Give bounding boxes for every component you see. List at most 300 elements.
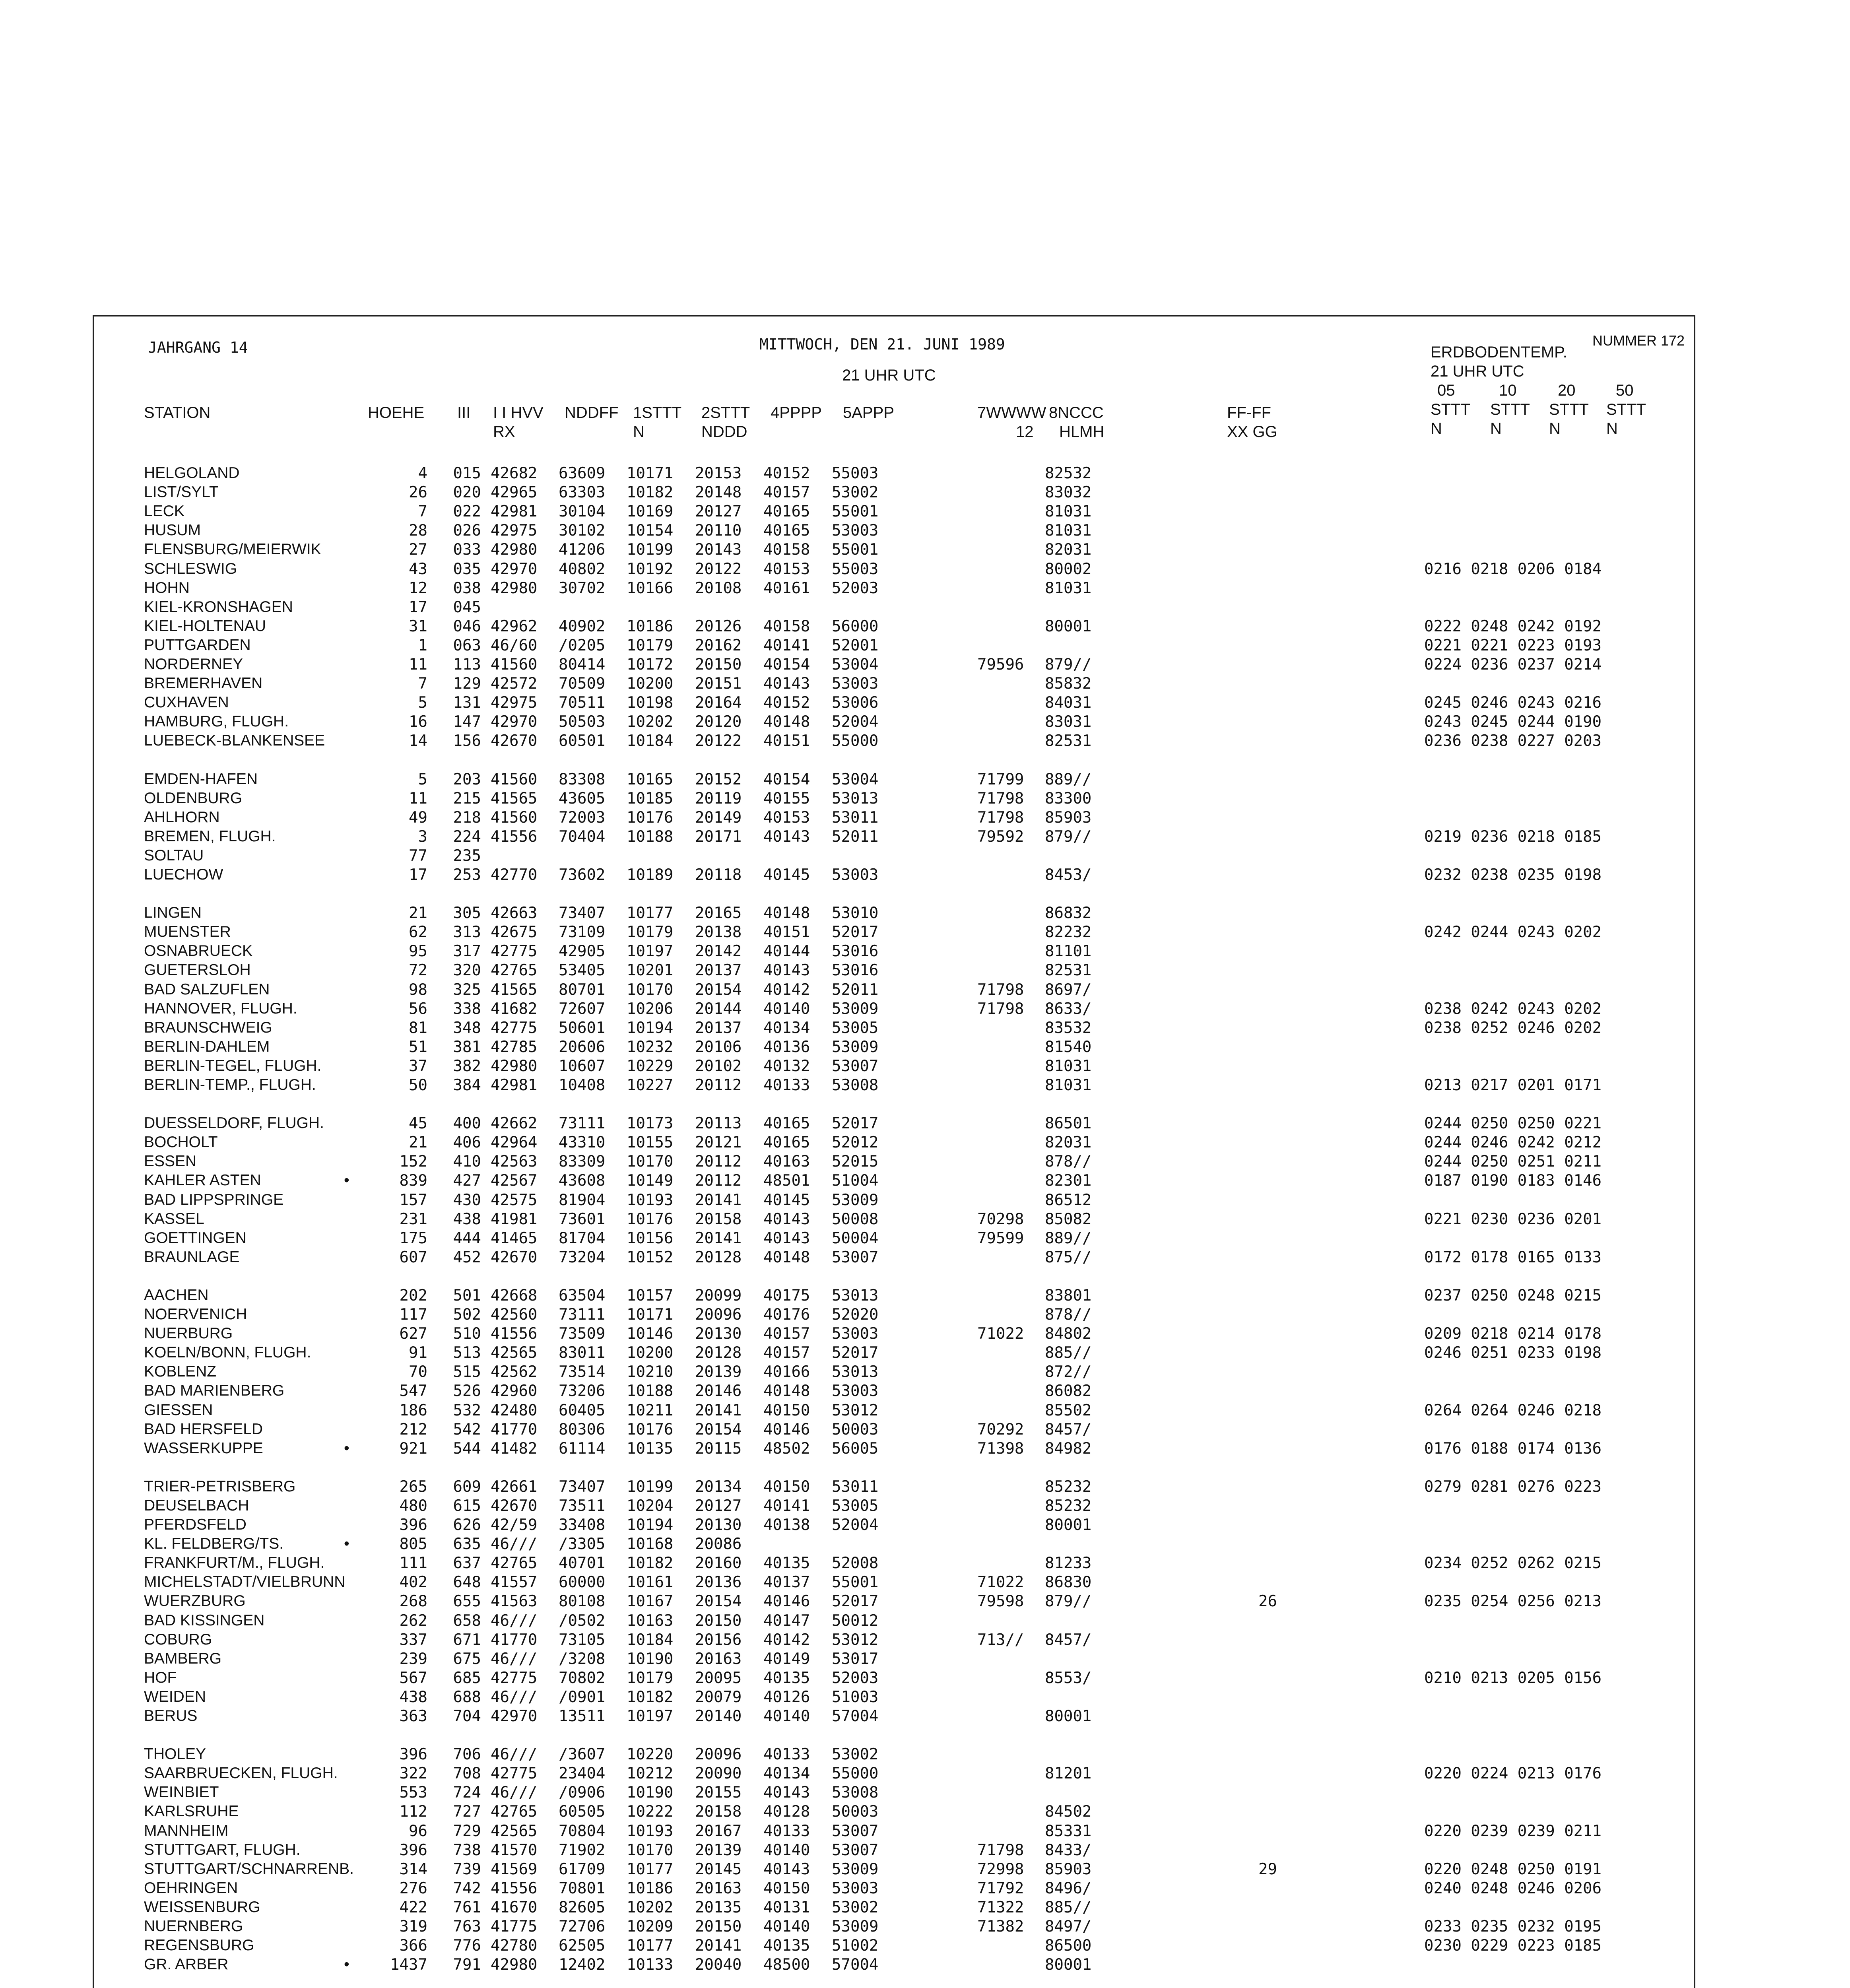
cell-h: 62	[409, 923, 427, 941]
cell-t: 0236 0238 0227 0203	[1424, 732, 1602, 750]
cell-e: 40131	[763, 1899, 810, 1916]
cell-f: 56000	[832, 617, 879, 635]
cell-f: 55000	[832, 1765, 879, 1782]
cell-c: 10193	[627, 1191, 674, 1209]
cell-h: 77	[409, 847, 427, 865]
cell-c: 10197	[627, 1707, 674, 1725]
cell-b2: 40802	[559, 560, 606, 578]
cell-e: 40158	[763, 617, 810, 635]
cell-d: 20115	[695, 1440, 742, 1458]
cell-x: 81101	[1045, 942, 1092, 960]
cell-t: 0221 0230 0236 0201	[1424, 1210, 1602, 1228]
station-name: NUERBURG	[144, 1325, 233, 1342]
cell-w: 71022	[977, 1573, 1024, 1591]
cell-x: 86832	[1045, 904, 1092, 922]
cell-x: 8553/	[1045, 1669, 1092, 1687]
cell-h: 7	[418, 675, 427, 693]
station-name: CUXHAVEN	[144, 694, 229, 711]
cell-h: 314	[399, 1860, 427, 1878]
station-name: DUESSELDORF, FLUGH.	[144, 1114, 324, 1132]
col-1sttt: 1STTT	[633, 404, 682, 421]
cell-i: 438	[453, 1210, 481, 1228]
cell-c: 10173	[627, 1114, 674, 1132]
cell-f: 51002	[832, 1937, 879, 1955]
cell-t: 0187 0190 0183 0146	[1424, 1172, 1602, 1190]
cell-c: 10163	[627, 1612, 674, 1630]
station-name: WEISSENBURG	[144, 1899, 260, 1916]
cell-d: 20122	[695, 732, 742, 750]
cell-x: 85232	[1045, 1497, 1092, 1515]
cell-h: 111	[399, 1554, 427, 1572]
cell-h: 70	[409, 1363, 427, 1381]
cell-c: 10194	[627, 1516, 674, 1534]
cell-t: 0244 0250 0251 0211	[1424, 1153, 1602, 1171]
station-name: LUEBECK-BLANKENSEE	[144, 732, 325, 749]
cell-e: 40126	[763, 1688, 810, 1706]
cell-e: 40155	[763, 790, 810, 808]
cell-b2: 53405	[559, 961, 606, 979]
cell-c: 10182	[627, 1554, 674, 1572]
cell-c: 10171	[627, 1306, 674, 1324]
cell-t: 0210 0213 0205 0156	[1424, 1669, 1602, 1687]
cell-b2: /0502	[559, 1612, 606, 1630]
cell-e: 40136	[763, 1038, 810, 1056]
cell-b2: 13511	[559, 1707, 606, 1725]
station-name: BRAUNSCHWEIG	[144, 1019, 272, 1036]
cell-e: 40150	[763, 1478, 810, 1496]
cell-h: 56	[409, 1000, 427, 1018]
cell-d: 20158	[695, 1803, 742, 1821]
cell-h: 45	[409, 1114, 427, 1132]
cell-a: 42563	[491, 1153, 538, 1171]
cell-d: 20140	[695, 1707, 742, 1725]
cell-x: 81031	[1045, 1057, 1092, 1075]
cell-x: 82531	[1045, 732, 1092, 750]
cell-i: 513	[453, 1344, 481, 1362]
cell-d: 20154	[695, 981, 742, 999]
cell-c: 10199	[627, 1478, 674, 1496]
cell-t: 0279 0281 0276 0223	[1424, 1478, 1602, 1496]
cell-a: 41557	[491, 1573, 538, 1591]
cell-i: 738	[453, 1841, 481, 1859]
station-name: GR. ARBER	[144, 1956, 229, 1973]
cell-h: 480	[399, 1497, 427, 1515]
cell-ff: 29	[1258, 1860, 1277, 1878]
cell-f: 53002	[832, 1899, 879, 1916]
col-1sttt-sub: N	[633, 423, 644, 441]
cell-f: 52017	[832, 923, 879, 941]
station-name: FRANKFURT/M., FLUGH.	[144, 1554, 325, 1571]
cell-x: 85832	[1045, 675, 1092, 693]
cell-i: 035	[453, 560, 481, 578]
time-label: 21 UHR UTC	[842, 367, 936, 384]
cell-i: 444	[453, 1229, 481, 1247]
cell-x: 85232	[1045, 1478, 1092, 1496]
cell-h: 5	[418, 694, 427, 712]
cell-i: 348	[453, 1019, 481, 1037]
cell-d: 20090	[695, 1765, 742, 1782]
cell-h: 553	[399, 1784, 427, 1802]
cell-b2: 73514	[559, 1363, 606, 1381]
cell-t: 0221 0221 0223 0193	[1424, 637, 1602, 654]
cell-c: 10157	[627, 1287, 674, 1305]
cell-h: 37	[409, 1057, 427, 1075]
cell-d: 20165	[695, 904, 742, 922]
cell-a: 42567	[491, 1172, 538, 1190]
cell-c: 10177	[627, 1860, 674, 1878]
cell-d: 20040	[695, 1956, 742, 1974]
cell-e: 40146	[763, 1592, 810, 1610]
station-name: PUTTGARDEN	[144, 637, 251, 654]
cell-i: 235	[453, 847, 481, 865]
station-name: BERLIN-TEGEL, FLUGH.	[144, 1057, 322, 1074]
cell-h: 14	[409, 732, 427, 750]
cell-i: 020	[453, 483, 481, 501]
cell-e: 40157	[763, 483, 810, 501]
cell-d: 20141	[695, 1937, 742, 1955]
cell-h: 567	[399, 1669, 427, 1687]
cell-d: 20164	[695, 694, 742, 712]
cell-c: 10192	[627, 560, 674, 578]
cell-i: 501	[453, 1287, 481, 1305]
station-name: THOLEY	[144, 1745, 206, 1763]
cell-x: 8697/	[1045, 981, 1092, 999]
cell-d: 20150	[695, 1918, 742, 1936]
cell-f: 53007	[832, 1057, 879, 1075]
cell-d: 20144	[695, 1000, 742, 1018]
cell-x: 84982	[1045, 1440, 1092, 1458]
cell-d: 20135	[695, 1899, 742, 1916]
cell-h: 212	[399, 1421, 427, 1439]
cell-d: 20139	[695, 1841, 742, 1859]
cell-x: 82232	[1045, 923, 1092, 941]
cell-t: 0235 0254 0256 0213	[1424, 1592, 1602, 1610]
station-name: BOCHOLT	[144, 1134, 218, 1151]
cell-c: 10204	[627, 1497, 674, 1515]
cell-t: 0244 0246 0242 0212	[1424, 1134, 1602, 1151]
cell-a: 42785	[491, 1038, 538, 1056]
cell-i: 430	[453, 1191, 481, 1209]
cell-t: 0234 0252 0262 0215	[1424, 1554, 1602, 1572]
cell-f: 52003	[832, 579, 879, 597]
cell-a: 42980	[491, 579, 538, 597]
cell-a: 41482	[491, 1440, 538, 1458]
cell-e: 40143	[763, 1210, 810, 1228]
cell-x: 86082	[1045, 1382, 1092, 1400]
cell-c: 10202	[627, 713, 674, 731]
cell-f: 53003	[832, 1382, 879, 1400]
cell-d: 20141	[695, 1191, 742, 1209]
col-n-50: N	[1606, 420, 1618, 437]
cell-e: 40157	[763, 1344, 810, 1362]
cell-f: 52011	[832, 981, 879, 999]
cell-a: 42572	[491, 675, 538, 693]
cell-c: 10184	[627, 1631, 674, 1649]
cell-x: 889//	[1045, 1229, 1092, 1247]
col-depth-50: 50	[1616, 382, 1634, 399]
cell-i: 382	[453, 1057, 481, 1075]
erdboden-time: 21 UHR UTC	[1431, 363, 1524, 380]
cell-h: 921	[399, 1440, 427, 1458]
cell-h: 337	[399, 1631, 427, 1649]
cell-b2: 60501	[559, 732, 606, 750]
cell-f: 56005	[832, 1440, 879, 1458]
cell-b2: /0205	[559, 637, 606, 654]
cell-f: 50003	[832, 1803, 879, 1821]
col-sttt-05: STTT	[1431, 401, 1470, 418]
cell-f: 52011	[832, 828, 879, 846]
cell-d: 20142	[695, 942, 742, 960]
cell-b2: 73206	[559, 1382, 606, 1400]
cell-f: 50008	[832, 1210, 879, 1228]
cell-h: 175	[399, 1229, 427, 1247]
cell-i: 203	[453, 771, 481, 788]
cell-d: 20118	[695, 866, 742, 884]
cell-d: 20130	[695, 1325, 742, 1343]
cell-e: 40140	[763, 1841, 810, 1859]
cell-a: 42775	[491, 942, 538, 960]
cell-c: 10135	[627, 1440, 674, 1458]
station-name: WEIDEN	[144, 1688, 206, 1705]
cell-t: 0246 0251 0233 0198	[1424, 1344, 1602, 1362]
cell-c: 10200	[627, 1344, 674, 1362]
cell-w: 71382	[977, 1918, 1024, 1936]
col-station: STATION	[144, 404, 211, 421]
station-name: KL. FELDBERG/TS.	[144, 1535, 284, 1552]
col-n-20: N	[1549, 420, 1561, 437]
cell-i: 637	[453, 1554, 481, 1572]
cell-h: 4	[418, 464, 427, 482]
cell-t: 0220 0248 0250 0191	[1424, 1860, 1602, 1878]
cell-e: 40163	[763, 1153, 810, 1171]
cell-f: 53013	[832, 790, 879, 808]
col-sttt-10: STTT	[1490, 401, 1530, 418]
cell-x: 878//	[1045, 1306, 1092, 1324]
cell-i: 655	[453, 1592, 481, 1610]
col-4pppp: 4PPPP	[771, 404, 822, 421]
cell-h: 322	[399, 1765, 427, 1782]
cell-e: 40142	[763, 981, 810, 999]
cell-x: 85331	[1045, 1822, 1092, 1840]
cell-f: 53009	[832, 1918, 879, 1936]
cell-h: 239	[399, 1650, 427, 1668]
cell-i: 218	[453, 809, 481, 827]
cell-t: 0242 0244 0243 0202	[1424, 923, 1602, 941]
cell-c: 10170	[627, 1841, 674, 1859]
cell-c: 10177	[627, 904, 674, 922]
cell-f: 53013	[832, 1363, 879, 1381]
cell-e: 40150	[763, 1879, 810, 1897]
station-name: BERUS	[144, 1707, 198, 1724]
cell-h: 231	[399, 1210, 427, 1228]
cell-h: 805	[399, 1535, 427, 1553]
cell-x: 86500	[1045, 1937, 1092, 1955]
cell-i: 338	[453, 1000, 481, 1018]
cell-b2: 43605	[559, 790, 606, 808]
cell-i: 045	[453, 598, 481, 616]
col-7wwww-sub: 12	[1016, 423, 1034, 441]
cell-a: 42560	[491, 1306, 538, 1324]
cell-d: 20096	[695, 1745, 742, 1763]
cell-b2: /3208	[559, 1650, 606, 1668]
cell-e: 40140	[763, 1918, 810, 1936]
col-ff-sub: XX GG	[1227, 423, 1277, 441]
cell-e: 40153	[763, 560, 810, 578]
cell-h: 202	[399, 1287, 427, 1305]
cell-a: 42981	[491, 1076, 538, 1094]
cell-i: 532	[453, 1402, 481, 1419]
cell-e: 40143	[763, 1784, 810, 1802]
cell-b2: /0906	[559, 1784, 606, 1802]
col-ff: FF-FF	[1227, 404, 1272, 421]
cell-t: 0230 0229 0223 0185	[1424, 1937, 1602, 1955]
cell-w: 71798	[977, 1841, 1024, 1859]
cell-x: 889//	[1045, 771, 1092, 788]
cell-d: 20102	[695, 1057, 742, 1075]
cell-b2: 10408	[559, 1076, 606, 1094]
cell-i: 384	[453, 1076, 481, 1094]
cell-x: 83801	[1045, 1287, 1092, 1305]
cell-t: 0233 0235 0232 0195	[1424, 1918, 1602, 1936]
station-name: BERLIN-TEMP., FLUGH.	[144, 1076, 316, 1093]
cell-t: 0219 0236 0218 0185	[1424, 828, 1602, 846]
cell-d: 20163	[695, 1879, 742, 1897]
cell-a: 42970	[491, 560, 538, 578]
station-name: HELGOLAND	[144, 464, 240, 481]
station-name: ESSEN	[144, 1153, 197, 1170]
cell-i: 325	[453, 981, 481, 999]
cell-x: 878//	[1045, 1153, 1092, 1171]
cell-b2: /0901	[559, 1688, 606, 1706]
cell-i: 791	[453, 1956, 481, 1974]
cell-a: 41682	[491, 1000, 538, 1018]
cell-h: 363	[399, 1707, 427, 1725]
cell-a: 42775	[491, 1019, 538, 1037]
cell-a: 41560	[491, 809, 538, 827]
cell-e: 40165	[763, 1134, 810, 1151]
cell-t: 0176 0188 0174 0136	[1424, 1440, 1602, 1458]
cell-i: 215	[453, 790, 481, 808]
cell-f: 52003	[832, 1669, 879, 1687]
cell-d: 20150	[695, 656, 742, 674]
cell-i: 542	[453, 1421, 481, 1439]
col-depth-05: 05	[1437, 382, 1455, 399]
cell-i: 015	[453, 464, 481, 482]
cell-h: 438	[399, 1688, 427, 1706]
cell-w: 713//	[977, 1631, 1024, 1649]
cell-x: 85903	[1045, 1860, 1092, 1878]
cell-d: 20121	[695, 1134, 742, 1151]
jahrgang-label: JAHRGANG 14	[148, 339, 248, 356]
cell-x: 82031	[1045, 541, 1092, 559]
cell-c: 10188	[627, 828, 674, 846]
cell-c: 10220	[627, 1745, 674, 1763]
station-name: BREMERHAVEN	[144, 675, 263, 692]
cell-f: 53003	[832, 522, 879, 540]
cell-a: 46///	[491, 1535, 538, 1553]
cell-d: 20163	[695, 1650, 742, 1668]
cell-i: 410	[453, 1153, 481, 1171]
col-n-05: N	[1431, 420, 1442, 437]
cell-a: 42965	[491, 483, 538, 501]
cell-d: 20156	[695, 1631, 742, 1649]
cell-a: 42562	[491, 1363, 538, 1381]
cell-b2: 72706	[559, 1918, 606, 1936]
cell-b2: 70802	[559, 1669, 606, 1687]
cell-b2: 50503	[559, 713, 606, 731]
cell-a: 41465	[491, 1229, 538, 1247]
cell-h: 51	[409, 1038, 427, 1056]
cell-d: 20153	[695, 464, 742, 482]
cell-e: 40143	[763, 1860, 810, 1878]
cell-f: 52015	[832, 1153, 879, 1171]
cell-b2: 40701	[559, 1554, 606, 1572]
cell-d: 20145	[695, 1860, 742, 1878]
cell-f: 53002	[832, 483, 879, 501]
cell-f: 52017	[832, 1114, 879, 1132]
station-name: GUETERSLOH	[144, 961, 251, 978]
cell-c: 10210	[627, 1363, 674, 1381]
cell-e: 40133	[763, 1745, 810, 1763]
cell-e: 40147	[763, 1612, 810, 1630]
cell-x: 86830	[1045, 1573, 1092, 1591]
cell-e: 40157	[763, 1325, 810, 1343]
cell-f: 53009	[832, 1191, 879, 1209]
cell-e: 40165	[763, 503, 810, 520]
cell-e: 40143	[763, 1229, 810, 1247]
cell-d: 20119	[695, 790, 742, 808]
cell-x: 86512	[1045, 1191, 1092, 1209]
cell-w: 71798	[977, 809, 1024, 827]
cell-c: 10186	[627, 1879, 674, 1897]
cell-b2: 73105	[559, 1631, 606, 1649]
cell-f: 53006	[832, 694, 879, 712]
cell-f: 55003	[832, 560, 879, 578]
cell-a: 42775	[491, 1765, 538, 1782]
cell-d: 20127	[695, 503, 742, 520]
cell-e: 40134	[763, 1765, 810, 1782]
station-name: COBURG	[144, 1631, 212, 1648]
cell-h: 26	[409, 483, 427, 501]
cell-h: 627	[399, 1325, 427, 1343]
station-name: HOHN	[144, 579, 190, 596]
cell-c: 10170	[627, 1153, 674, 1171]
cell-x: 85502	[1045, 1402, 1092, 1419]
cell-w: 71798	[977, 1000, 1024, 1018]
cell-a: 41670	[491, 1899, 538, 1916]
cell-b2: 80701	[559, 981, 606, 999]
cell-x: 879//	[1045, 1592, 1092, 1610]
cell-a: 42663	[491, 904, 538, 922]
station-name: STUTTGART, FLUGH.	[144, 1841, 301, 1858]
cell-d: 20099	[695, 1287, 742, 1305]
cell-a: 42670	[491, 732, 538, 750]
cell-b2: 70404	[559, 828, 606, 846]
cell-d: 20154	[695, 1421, 742, 1439]
cell-d: 20122	[695, 560, 742, 578]
cell-t: 0224 0236 0237 0214	[1424, 656, 1602, 674]
cell-d: 20141	[695, 1229, 742, 1247]
cell-w: 72998	[977, 1860, 1024, 1878]
cell-x: 81201	[1045, 1765, 1092, 1782]
cell-d: 20136	[695, 1573, 742, 1591]
cell-e: 40152	[763, 694, 810, 712]
cell-f: 53012	[832, 1402, 879, 1419]
cell-x: 82301	[1045, 1172, 1092, 1190]
cell-a: 41560	[491, 656, 538, 674]
cell-d: 20079	[695, 1688, 742, 1706]
col-depth-10: 10	[1499, 382, 1517, 399]
